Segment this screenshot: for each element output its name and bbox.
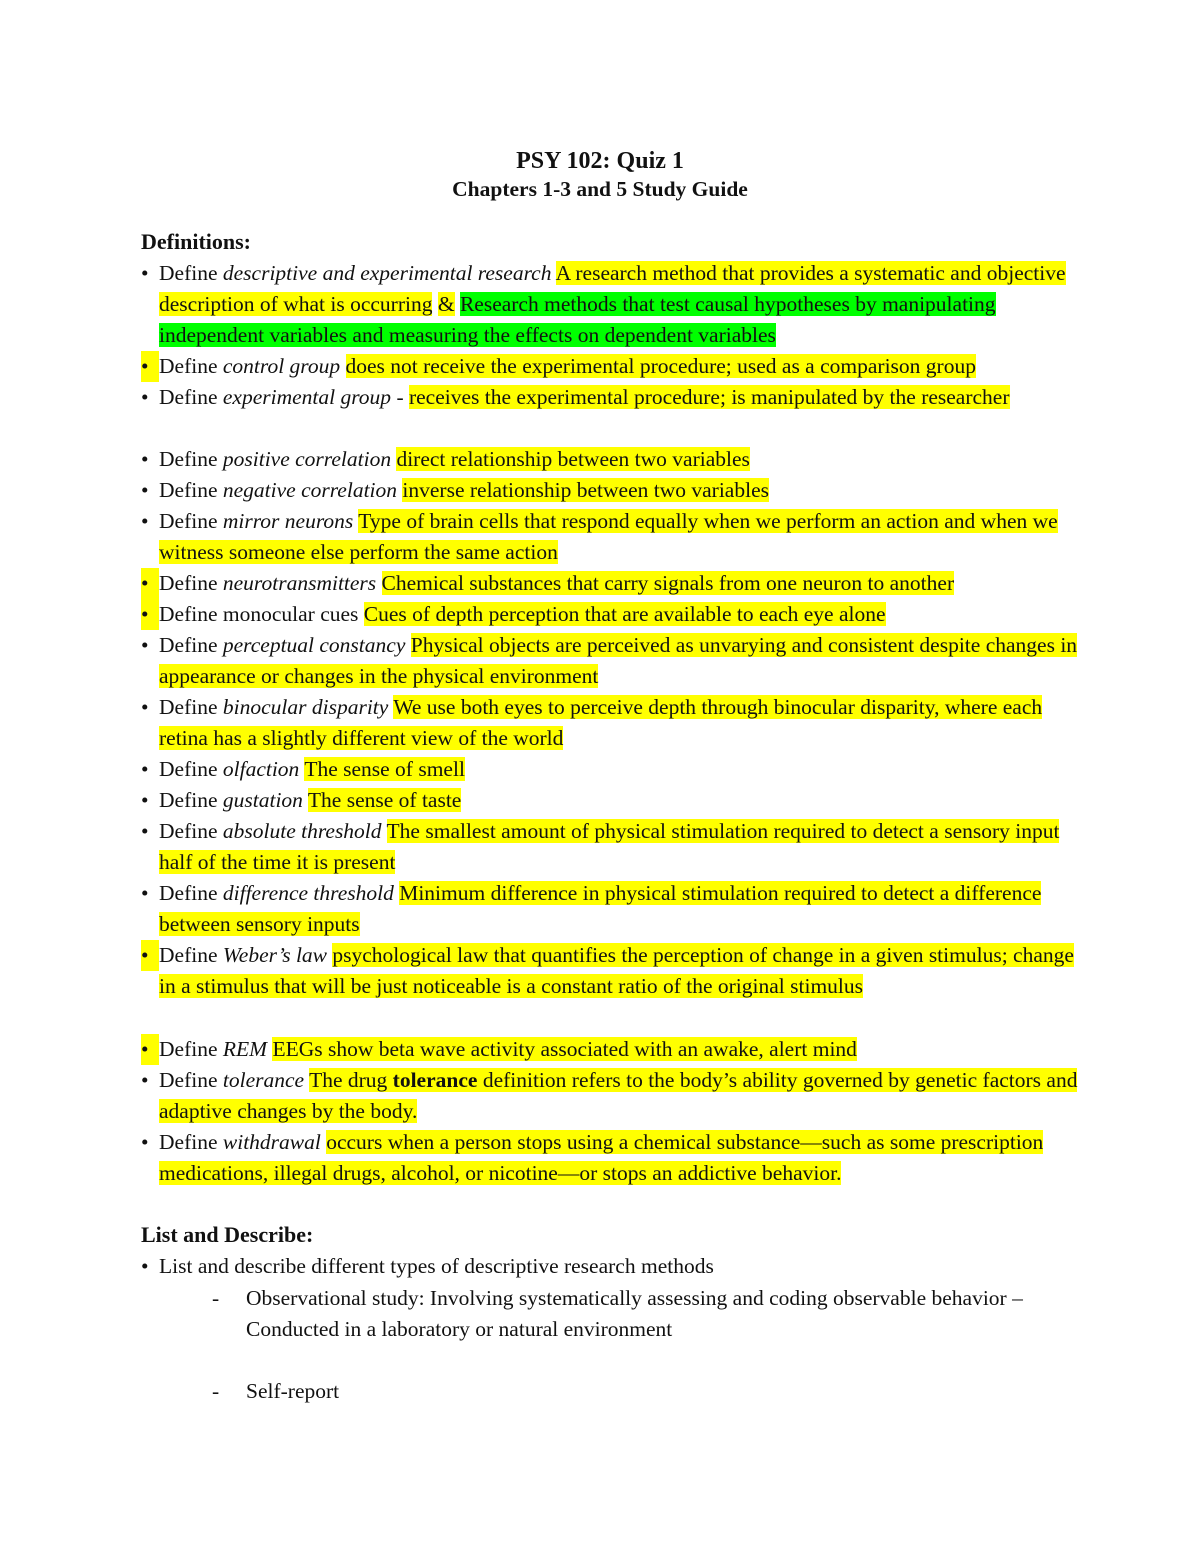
define-prefix: Define [159,943,218,967]
bullet: • [141,695,149,719]
bullet: • [141,478,149,502]
bullet: • [141,261,149,285]
bullet: • [141,633,149,657]
definition-term: descriptive and experimental research [222,261,552,285]
definition-answer: A research method that provides a systematic and objective description of what is occurring [159,261,1066,316]
definition-term: gustation [222,788,303,812]
bullet: • [141,447,149,471]
bullet: • [141,881,149,905]
bullet: • [141,1254,149,1278]
definitions-heading: Definitions: [141,229,251,254]
definition-answer: The sense of taste [307,788,462,812]
define-prefix: Define [159,819,218,843]
document-subtitle: Chapters 1-3 and 5 Study Guide [452,177,748,201]
define-prefix: Define [159,509,218,533]
define-prefix: Define [159,571,218,595]
bullet: • [141,351,159,382]
definition-separator: - [391,385,409,409]
definition-connector: & [437,292,455,316]
bullet: • [141,757,149,781]
definition-term: REM [222,1037,268,1061]
sub-list-item [212,1376,1046,1407]
definition-answer: does not receive the experimental procedure; used as a comparison group [345,354,976,378]
definition-term: tolerance [222,1068,305,1092]
define-prefix: Define [159,385,218,409]
definition-answer: Chemical substances that carry signals from one neuron to another [381,571,955,595]
bullet: • [141,385,149,409]
definition-term: Weber’s law [222,943,328,967]
definition-answer: Type of brain cells that respond equally when we perform an action and when we witness someone else perform the same action [159,509,1058,564]
bullet: • [141,1130,149,1154]
definition-term: control group [222,354,341,378]
bullet: • [141,599,159,630]
definition-answer: EEGs show beta wave activity associated with an awake, alert mind [272,1037,857,1061]
define-prefix: Define [159,261,218,285]
answer-text: definition refers to the body’s ability governed by genetic factors and adaptive changes by the body. [159,1068,1078,1123]
definition-answer: receives the experimental procedure; is manipulated by the researcher [408,385,1010,409]
define-prefix: Define [159,447,218,471]
definition-answer-green: Research methods that test causal hypotheses by manipulating independent variables and measuring the effects on dependent variables [159,292,996,347]
definition-term: positive correlation [222,447,392,471]
definition-answer: Minimum difference in physical stimulation required to detect a difference between sensory inputs [159,881,1042,936]
answer-text: The drug [309,1068,393,1092]
definition-answer: We use both eyes to perceive depth through binocular disparity, where each retina has a slightly different view of the world [159,695,1043,750]
list-item-text: List and describe different types of descriptive research methods [159,1254,714,1278]
bullet: • [141,1034,159,1065]
bullet: • [141,940,159,971]
definition-answer: inverse relationship between two variables [402,478,769,502]
sub-list-item-text: Observational study: Involving systematically assessing and coding observable behavior – Conducted in a laboratory or natural environment [246,1286,1023,1341]
define-prefix: Define [159,1037,218,1061]
definition-term: olfaction [222,757,300,781]
definition-answer: psychological law that quantifies the perception of change in a given stimulus; change in a stimulus that will be just noticeable is a constant ratio of the original stimulus [159,943,1074,998]
define-prefix: Define [159,602,218,626]
definition-answer: direct relationship between two variables [396,447,750,471]
define-prefix: Define [159,478,218,502]
definition-answer: Cues of depth perception that are available to each eye alone [363,602,886,626]
definition-term: experimental group [222,385,392,409]
define-prefix: Define [159,354,218,378]
answer-bold-term: tolerance [392,1068,478,1092]
bullet: • [141,509,149,533]
sub-list-item-text: Self-report [246,1379,340,1403]
definition-term: difference threshold [222,881,394,905]
bullet: • [141,568,159,599]
define-prefix: Define [159,695,218,719]
definition-term: monocular cues [222,602,359,626]
bullet: • [141,819,149,843]
define-prefix: Define [159,788,218,812]
dash: - [212,1379,220,1403]
definition-answer: The smallest amount of physical stimulation required to detect a sensory input half of the time it is present [159,819,1060,874]
define-prefix: Define [159,757,218,781]
define-prefix: Define [159,1068,218,1092]
define-prefix: Define [159,881,218,905]
definition-answer: occurs when a person stops using a chemical substance—such as some prescription medications, illegal drugs, alcohol, or nicotine—or stops an addictive behavior. [159,1130,1044,1185]
bullet: • [141,788,149,812]
define-prefix: Define [159,633,218,657]
definition-answer: The sense of smell [304,757,465,781]
definition-term: mirror neurons [222,509,354,533]
list-describe-heading: List and Describe: [141,1222,314,1247]
definition-term: binocular disparity [222,695,389,719]
definition-term: absolute threshold [222,819,382,843]
bullet: • [141,1068,149,1092]
sub-list-item [212,1283,1046,1345]
definition-term: perceptual constancy [222,633,406,657]
definition-term: withdrawal [222,1130,321,1154]
define-prefix: Define [159,1130,218,1154]
dash: - [212,1286,220,1310]
definition-term: neurotransmitters [222,571,377,595]
document-title: PSY 102: Quiz 1 [516,148,684,174]
definition-answer: Physical objects are perceived as unvarying and consistent despite changes in appearance or changes in the physical environment [159,633,1078,688]
definition-term: negative correlation [222,478,398,502]
